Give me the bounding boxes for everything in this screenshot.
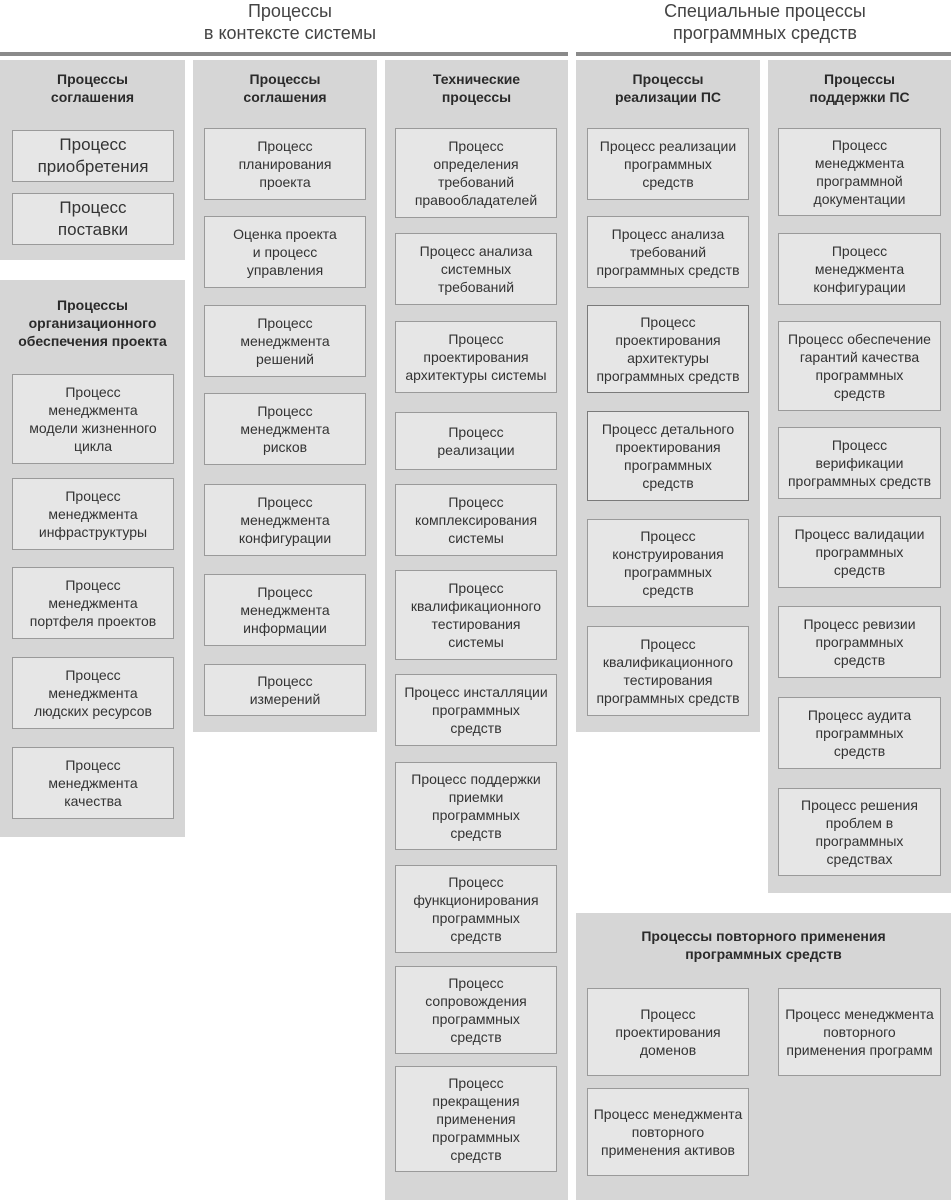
box-line: менеджмента <box>240 333 330 349</box>
box-line: Процесс анализа <box>419 243 533 259</box>
box-line: сопровождения <box>425 993 527 1009</box>
process-box[interactable] <box>778 606 941 678</box>
box-line: менеджмента <box>240 602 330 618</box>
panel-title <box>576 70 760 106</box>
process-box[interactable] <box>395 570 557 660</box>
box-line: Процесс инсталляции <box>404 684 548 700</box>
process-box[interactable] <box>12 747 174 819</box>
process-box[interactable] <box>778 321 941 411</box>
box-line: программных средств <box>596 368 740 384</box>
box-line: программных средств <box>787 473 932 489</box>
box-line: менеджмента <box>814 155 905 171</box>
box-line: приобретения <box>37 157 149 176</box>
process-box[interactable] <box>395 412 557 470</box>
box-line: приемки <box>448 789 504 805</box>
process-box[interactable] <box>395 128 557 218</box>
box-line: Процесс <box>257 138 313 154</box>
box-line: Процесс <box>640 314 696 330</box>
box-line: Процесс <box>640 636 696 652</box>
box-line: средств <box>642 475 694 491</box>
box-line: программных <box>432 702 520 718</box>
box-line: Процесс <box>448 138 504 154</box>
box-line: применения программ <box>786 1042 933 1058</box>
box-line: квалификационного <box>410 598 542 614</box>
box-line: реализации <box>437 442 515 458</box>
box-line: требований <box>437 174 515 190</box>
title-line: реализации ПС <box>614 89 722 105</box>
box-line: Процесс <box>831 243 888 259</box>
box-line: Процесс решения <box>801 797 918 813</box>
box-line: Процесс менеджмента <box>593 1106 743 1122</box>
title-line: соглашения <box>50 89 135 105</box>
process-box[interactable] <box>12 193 174 245</box>
box-line: Процесс <box>448 331 504 347</box>
box-line: Процесс <box>257 584 313 600</box>
box-line: проектирования <box>615 332 721 348</box>
process-box[interactable] <box>204 305 366 377</box>
box-line: Процесс ревизии <box>803 616 916 632</box>
panel-software-support <box>768 60 951 893</box>
process-box[interactable] <box>587 1088 749 1176</box>
box-line: комплексирования <box>414 512 538 528</box>
box-line: менеджмента <box>48 685 138 701</box>
box-line: информации <box>243 620 327 636</box>
process-box[interactable] <box>778 988 941 1076</box>
box-line: Процесс <box>831 437 888 453</box>
box-line: Процесс <box>65 757 121 773</box>
box-line: документации <box>813 191 906 207</box>
box-line: гарантий качества <box>799 349 920 365</box>
panel-technical-processes <box>385 60 568 1200</box>
box-line: средств <box>450 720 502 736</box>
box-line: средств <box>450 825 502 841</box>
box-line: портфеля проектов <box>29 613 157 629</box>
box-line: измерений <box>249 691 321 707</box>
process-box[interactable] <box>204 574 366 646</box>
panel-project-processes <box>193 60 377 732</box>
process-box[interactable] <box>778 128 941 216</box>
box-line: средств <box>833 562 886 578</box>
box-line: Процесс обеспечение <box>788 331 931 347</box>
process-box[interactable] <box>204 664 366 716</box>
box-line: Процесс <box>257 673 313 689</box>
process-box[interactable] <box>12 374 174 464</box>
box-line: средств <box>450 1029 502 1045</box>
box-line: средств <box>642 582 694 598</box>
box-line: менеджмента <box>48 402 138 418</box>
title-line: Процессы <box>824 71 895 87</box>
header-line: Специальные процессы <box>664 1 866 21</box>
box-line: функционирования <box>413 892 539 908</box>
process-box[interactable] <box>12 478 174 550</box>
box-line: Процесс анализа <box>611 226 725 242</box>
box-line: Процесс <box>257 403 313 419</box>
title-line: обеспечения проекта <box>18 333 167 349</box>
header-line: Процессы <box>247 1 332 21</box>
process-box[interactable] <box>778 516 941 588</box>
process-box[interactable] <box>778 697 941 769</box>
box-line: программных <box>624 457 712 473</box>
box-line: средств <box>450 1147 502 1163</box>
process-box[interactable] <box>395 966 557 1054</box>
process-box[interactable] <box>587 411 749 501</box>
process-box[interactable] <box>587 519 749 607</box>
box-line: программных <box>815 833 904 849</box>
process-box[interactable] <box>587 988 749 1076</box>
box-line: тестирования <box>431 616 521 632</box>
process-box[interactable] <box>778 233 941 305</box>
box-line: Процесс <box>65 577 121 593</box>
box-line: программных <box>815 725 904 741</box>
box-line: Процесс <box>448 494 504 510</box>
box-line: тестирования <box>623 672 713 688</box>
box-line: модели жизненного <box>29 420 157 436</box>
title-line: Процессы повторного применения <box>641 928 886 944</box>
box-line: средств <box>450 928 502 944</box>
box-line: программных <box>815 544 904 560</box>
panel-title <box>0 296 185 350</box>
box-line: Оценка проекта <box>233 226 337 242</box>
title-line: Процессы <box>57 71 128 87</box>
title-line: соглашения <box>243 89 327 105</box>
box-line: Процесс <box>65 384 121 400</box>
process-box[interactable] <box>12 657 174 729</box>
panel-title <box>0 70 185 106</box>
box-line: квалификационного <box>602 654 734 670</box>
header-line: программных средств <box>673 23 857 43</box>
box-line: программных средств <box>596 690 740 706</box>
process-box[interactable] <box>395 865 557 953</box>
box-line: системы <box>448 530 504 546</box>
box-line: программных средств <box>596 262 740 278</box>
box-line: Процесс детального <box>601 421 735 437</box>
process-box[interactable] <box>395 484 557 556</box>
box-line: и процесс <box>252 244 318 260</box>
title-line: программных средств <box>685 946 842 962</box>
box-line: проектирования <box>615 439 721 455</box>
box-line: Процесс <box>448 874 504 890</box>
box-line: архитектуры системы <box>405 367 547 383</box>
title-line: Технические <box>432 71 521 87</box>
box-line: требований <box>629 244 707 260</box>
box-line: средств <box>833 743 886 759</box>
box-line: программных <box>432 1129 520 1145</box>
title-line: процессы <box>441 89 512 105</box>
box-line: программных <box>432 807 520 823</box>
title-line: Процессы <box>249 71 321 87</box>
box-line: решений <box>256 351 314 367</box>
process-box[interactable] <box>204 216 366 288</box>
box-line: повторного <box>823 1024 896 1040</box>
box-line: Процесс <box>640 1006 696 1022</box>
box-line: системных <box>440 261 512 277</box>
box-line: Процесс валидации <box>794 526 925 542</box>
panel-software-implementation <box>576 60 760 732</box>
process-box[interactable] <box>204 128 366 200</box>
box-line: Процесс аудита <box>807 707 912 723</box>
header-system-context <box>150 0 430 48</box>
box-line: конфигурации <box>238 530 332 546</box>
process-box[interactable] <box>587 216 749 288</box>
box-line: Процесс реализации <box>599 138 737 154</box>
box-line: применения активов <box>601 1142 735 1158</box>
panel-title <box>385 70 568 106</box>
box-line: проблем в <box>825 815 894 831</box>
header-software-processes <box>620 0 910 48</box>
box-line: системы <box>448 634 504 650</box>
box-line: Процесс <box>59 198 127 217</box>
box-line: Процесс <box>448 975 504 991</box>
box-line: поставки <box>57 220 129 239</box>
box-line: применения <box>436 1111 516 1127</box>
box-line: Процесс <box>65 488 121 504</box>
header-line: в контексте системы <box>203 23 377 43</box>
title-line: Процессы <box>57 297 128 313</box>
panel-organizational-processes <box>0 280 185 837</box>
title-line: организационного <box>28 315 157 331</box>
box-line: Процесс <box>448 580 504 596</box>
box-line: Процесс <box>448 424 504 440</box>
box-line: менеджмента <box>240 421 330 437</box>
box-line: средств <box>833 385 886 401</box>
box-line: проектирования <box>423 349 529 365</box>
box-line: менеджмента <box>48 595 138 611</box>
box-line: средств <box>833 652 886 668</box>
box-line: определения <box>433 156 519 172</box>
box-line: менеджмента <box>48 506 138 522</box>
box-line: Процесс поддержки <box>411 771 541 787</box>
box-line: архитектуры <box>627 350 709 366</box>
process-box[interactable] <box>395 233 557 305</box>
box-line: планирования <box>238 156 332 172</box>
process-box[interactable] <box>778 427 941 499</box>
box-line: Процесс <box>831 137 888 153</box>
box-line: Процесс <box>59 135 127 154</box>
box-line: повторного <box>631 1124 705 1140</box>
box-line: конфигурации <box>813 279 906 295</box>
box-line: Процесс менеджмента <box>785 1006 934 1022</box>
process-box[interactable] <box>587 128 749 200</box>
panel-reuse-processes <box>576 913 951 1200</box>
process-box[interactable] <box>587 305 749 393</box>
box-line: программных <box>624 564 712 580</box>
process-box[interactable] <box>12 130 174 182</box>
process-box[interactable] <box>395 762 557 850</box>
process-box[interactable] <box>395 321 557 393</box>
box-line: рисков <box>262 439 308 455</box>
box-line: верификации <box>815 455 904 471</box>
box-line: менеджмента <box>48 775 138 791</box>
box-line: средствах <box>826 851 893 867</box>
process-box[interactable] <box>12 567 174 639</box>
panel-title <box>768 70 951 106</box>
box-line: программных <box>432 910 520 926</box>
process-box[interactable] <box>778 788 941 876</box>
box-line: программных <box>624 156 712 172</box>
process-box[interactable] <box>204 484 366 556</box>
box-line: менеджмента <box>240 512 330 528</box>
box-line: средств <box>642 174 694 190</box>
box-line: менеджмента <box>814 261 905 277</box>
box-line: качества <box>64 793 122 809</box>
box-line: программных <box>815 634 904 650</box>
header-divider-left <box>0 52 568 56</box>
title-line: Процессы <box>632 71 704 87</box>
box-line: проектирования <box>615 1024 721 1040</box>
process-box[interactable] <box>395 674 557 746</box>
box-line: правообладателей <box>414 192 538 208</box>
box-line: проекта <box>259 174 311 190</box>
box-line: Процесс <box>257 494 313 510</box>
box-line: инфраструктуры <box>38 524 148 540</box>
box-line: программных <box>432 1011 520 1027</box>
box-line: прекращения <box>432 1093 520 1109</box>
box-line: людских ресурсов <box>34 703 152 719</box>
box-line: Процесс <box>448 1075 504 1091</box>
box-line: Процесс <box>640 528 696 544</box>
box-line: программных <box>815 367 904 383</box>
panel-agreement-processes <box>0 60 185 260</box>
box-line: доменов <box>639 1042 697 1058</box>
box-line: Процесс <box>257 315 313 331</box>
process-box[interactable] <box>587 626 749 716</box>
box-line: цикла <box>73 438 113 454</box>
title-line: поддержки ПС <box>809 89 910 105</box>
panel-title <box>193 70 377 106</box>
process-box[interactable] <box>395 1066 557 1172</box>
process-box[interactable] <box>204 393 366 465</box>
panel-title <box>576 927 951 963</box>
box-line: требований <box>437 279 515 295</box>
header-divider-right <box>576 52 951 56</box>
box-line: конструирования <box>612 546 724 562</box>
box-line: программной <box>816 173 903 189</box>
box-line: Процесс <box>65 667 121 683</box>
box-line: управления <box>246 262 324 278</box>
